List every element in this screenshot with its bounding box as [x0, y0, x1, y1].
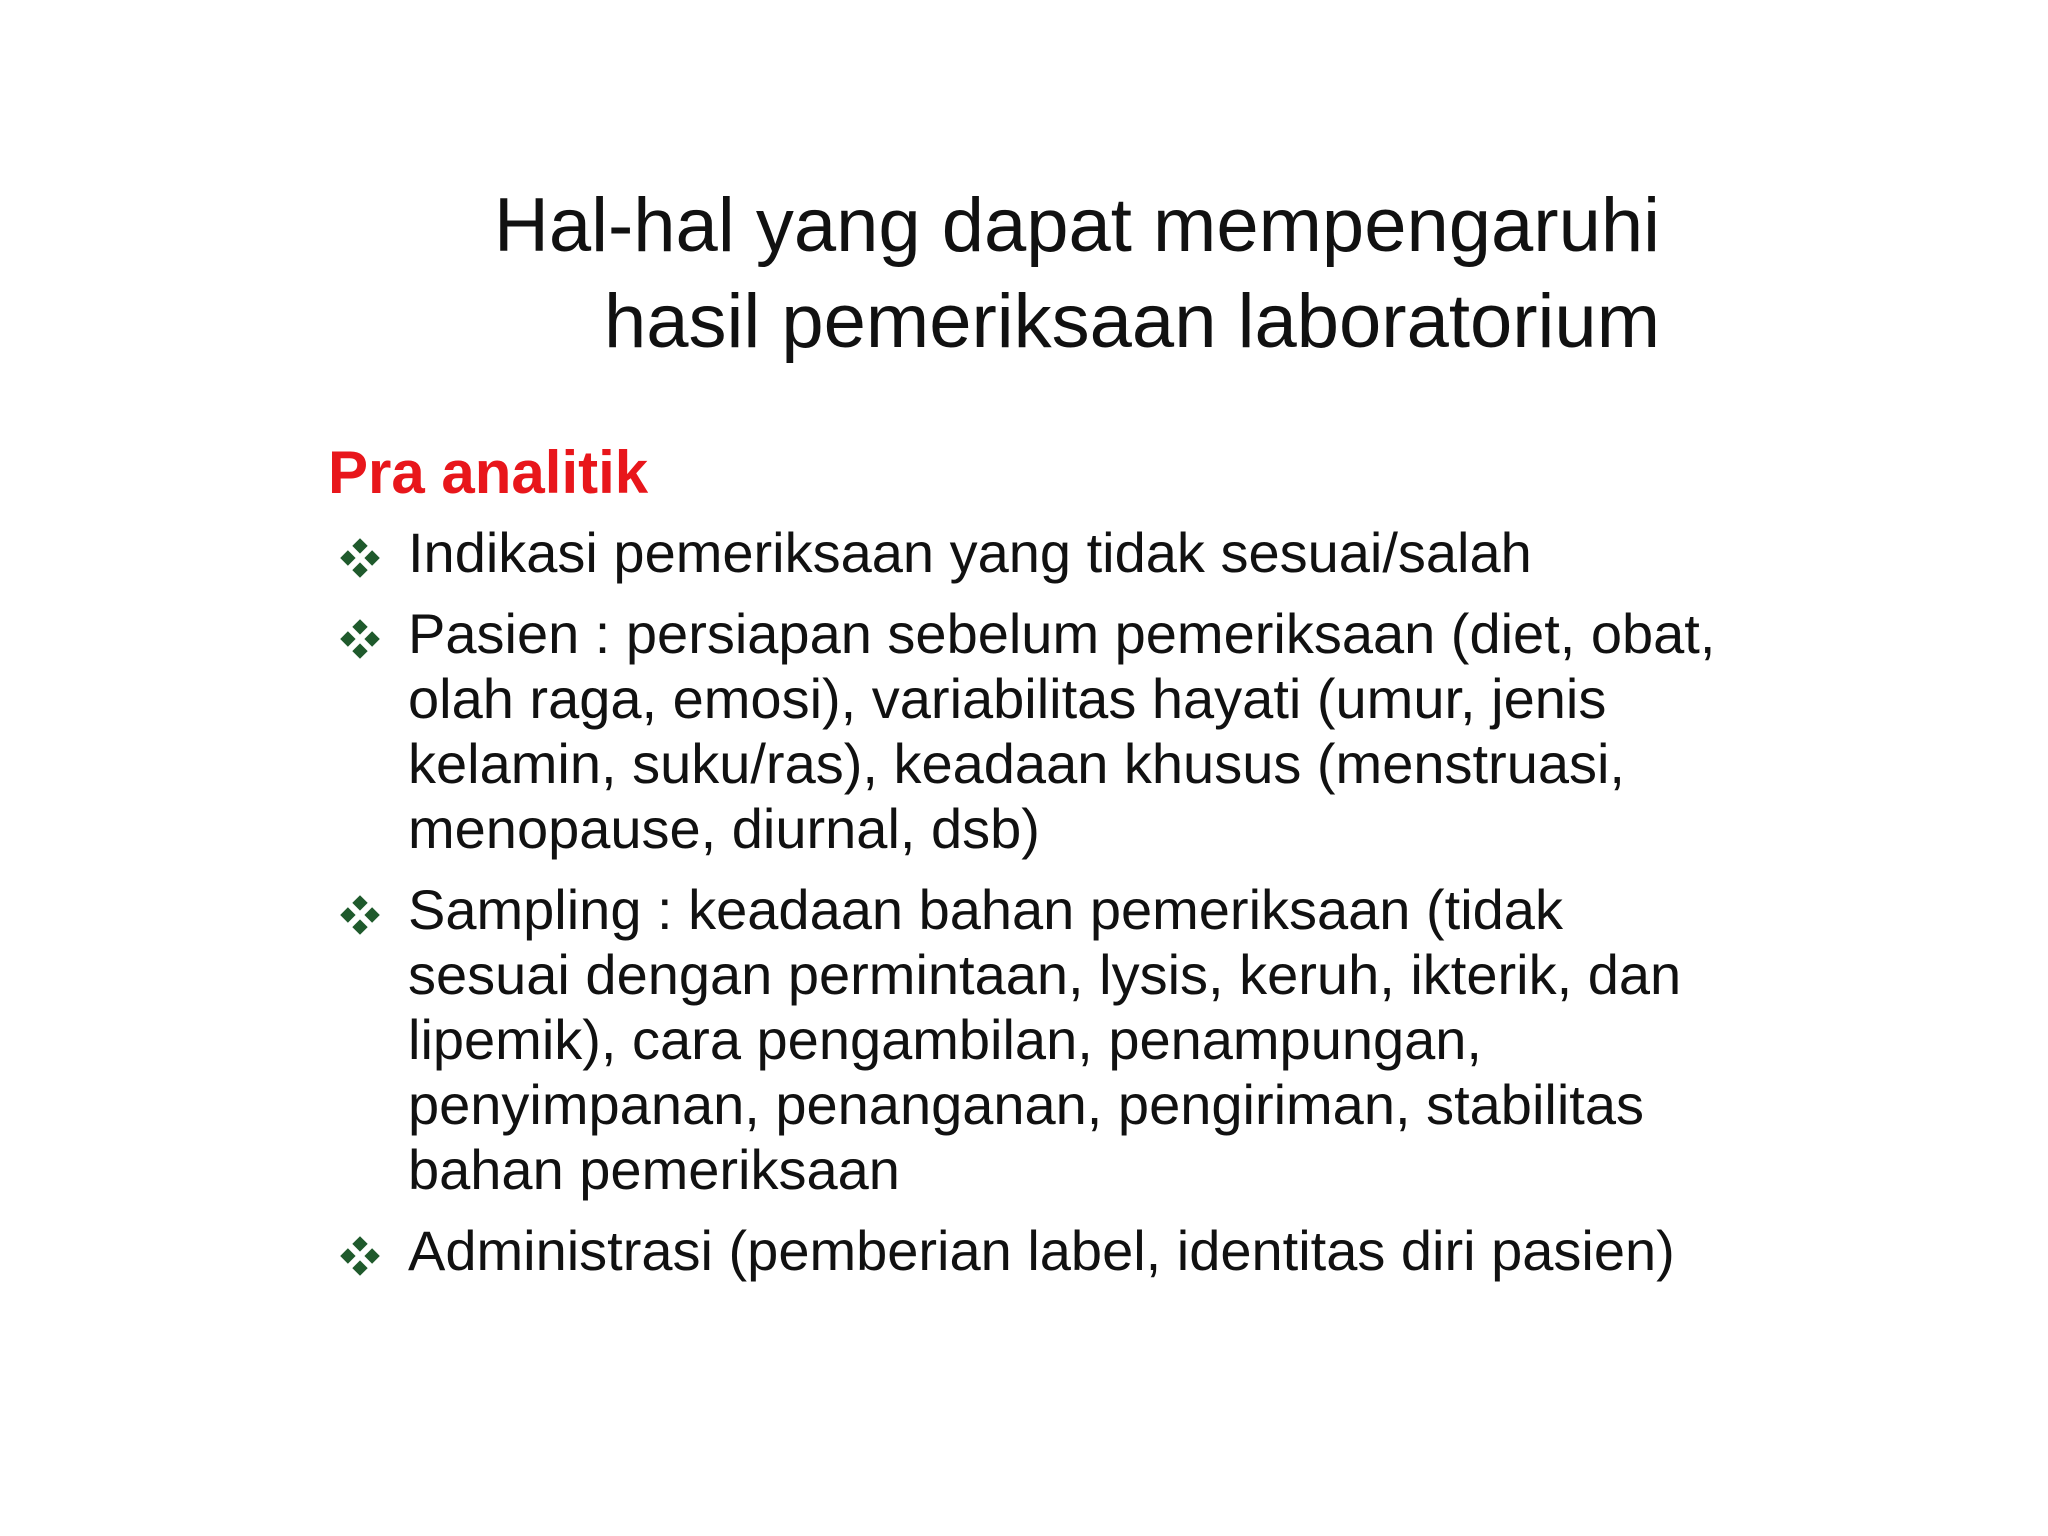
bullet-list: [338, 520, 1718, 1299]
bullet-text-sampling: Sampling : keadaan bahan pemeriksaan (tidak sesuai dengan permintaan, lysis, keruh, ikterik, dan lipemik), cara pengambilan, penampungan, penyimpanan, penanganan, pengiriman, stabilitas bahan pemeriksaan: [408, 878, 1682, 1201]
four-diamond-icon: [338, 1234, 382, 1278]
four-diamond-icon: [338, 536, 382, 580]
bullet-text-indikasi: Indikasi pemeriksaan yang tidak sesuai/salah: [408, 521, 1532, 584]
four-diamond-icon: [338, 617, 382, 661]
bullet-text-administrasi: Administrasi (pemberian label, identitas diri pasien): [408, 1219, 1675, 1282]
slide-title: [300, 178, 1660, 370]
bullet-item-indikasi: [338, 520, 1718, 585]
bullet-item-sampling: [338, 877, 1718, 1202]
section-heading-pra-analitik: Pra analitik: [328, 439, 649, 506]
slide-title-line-2: hasil pemeriksaan laboratorium: [603, 279, 1660, 364]
slide-title-line-1: Hal-hal yang dapat mempengaruhi: [493, 183, 1660, 268]
four-diamond-icon: [338, 893, 382, 937]
bullet-item-pasien: [338, 601, 1718, 861]
bullet-item-administrasi: [338, 1218, 1718, 1283]
bullet-text-pasien: Pasien : persiapan sebelum pemeriksaan (diet, obat, olah raga, emosi), variabilitas hayati (umur, jenis kelamin, suku/ras), keadaan khusus (menstruasi, menopause, diurnal, dsb): [408, 602, 1716, 860]
